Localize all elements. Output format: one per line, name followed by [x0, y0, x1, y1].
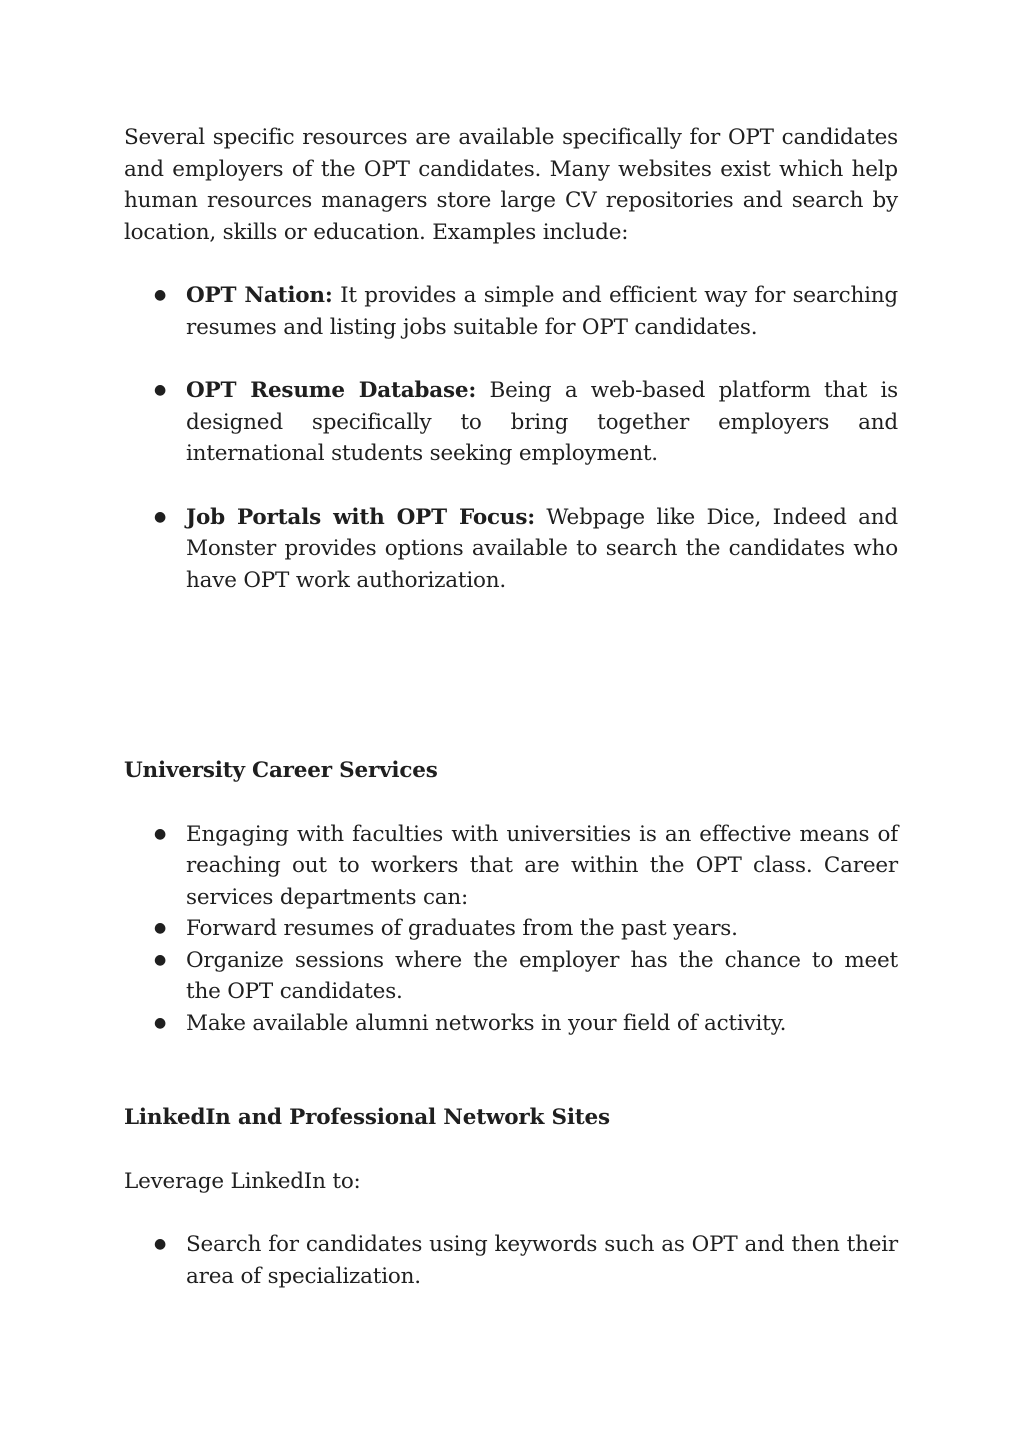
list-item — [124, 1008, 898, 1040]
resource-term: OPT Resume Database: — [186, 378, 477, 403]
bullet-icon: ● — [154, 1014, 167, 1031]
resources-list — [124, 280, 898, 596]
bullet-icon: ● — [154, 508, 167, 525]
list-item — [124, 502, 898, 597]
list-item — [124, 913, 898, 945]
resource-description: It provides a simple and efficient way for searching resumes and listing jobs suitable for OPT candidates. — [186, 283, 898, 340]
list-item — [124, 1229, 898, 1292]
resource-term: OPT Nation: — [186, 283, 333, 308]
career-services-list — [124, 819, 898, 1040]
bullet-icon: ● — [154, 951, 167, 968]
linkedin-list — [124, 1229, 898, 1292]
list-item — [124, 819, 898, 914]
linkedin-intro: Leverage LinkedIn to: — [124, 1168, 361, 1194]
list-item — [124, 280, 898, 343]
list-item-text: Forward resumes of graduates from the past years. — [186, 916, 738, 941]
document-page — [124, 122, 898, 1292]
section-heading-career-services: University Career Services — [124, 758, 438, 783]
list-item — [124, 375, 898, 470]
bullet-icon: ● — [154, 825, 167, 842]
bullet-icon: ● — [154, 382, 167, 398]
list-item-text: Search for candidates using keywords such as OPT and then their area of specialization. — [186, 1232, 898, 1289]
resource-description: Webpage like Dice, Indeed and Monster provides options available to search the candidates who have OPT work authorization. — [186, 504, 898, 593]
list-item-text: Organize sessions where the employer has the chance to meet the OPT candidates. — [186, 947, 898, 1004]
bullet-icon: ● — [154, 920, 167, 936]
resource-term: Job Portals with OPT Focus: — [186, 504, 535, 530]
resource-description: Being a web-based platform that is designed specifically to bring together employers and international students seeking employment. — [186, 378, 898, 466]
list-item-text: Make available alumni networks in your field of activity. — [186, 1010, 787, 1036]
list-item — [124, 945, 898, 1008]
section-heading-linkedin: LinkedIn and Professional Network Sites — [124, 1105, 610, 1130]
bullet-icon: ● — [154, 1236, 167, 1252]
list-item-text: Engaging with faculties with universities is an effective means of reaching out to workers that are within the OPT class. Career services departments can: — [186, 821, 898, 910]
bullet-icon: ● — [154, 287, 167, 303]
intro-paragraph: Several specific resources are available specifically for OPT candidates and employers of the OPT candidates. Many websites exist which help human resources managers store large CV repositories and search by location, skills or education. Examples include: — [124, 125, 898, 245]
